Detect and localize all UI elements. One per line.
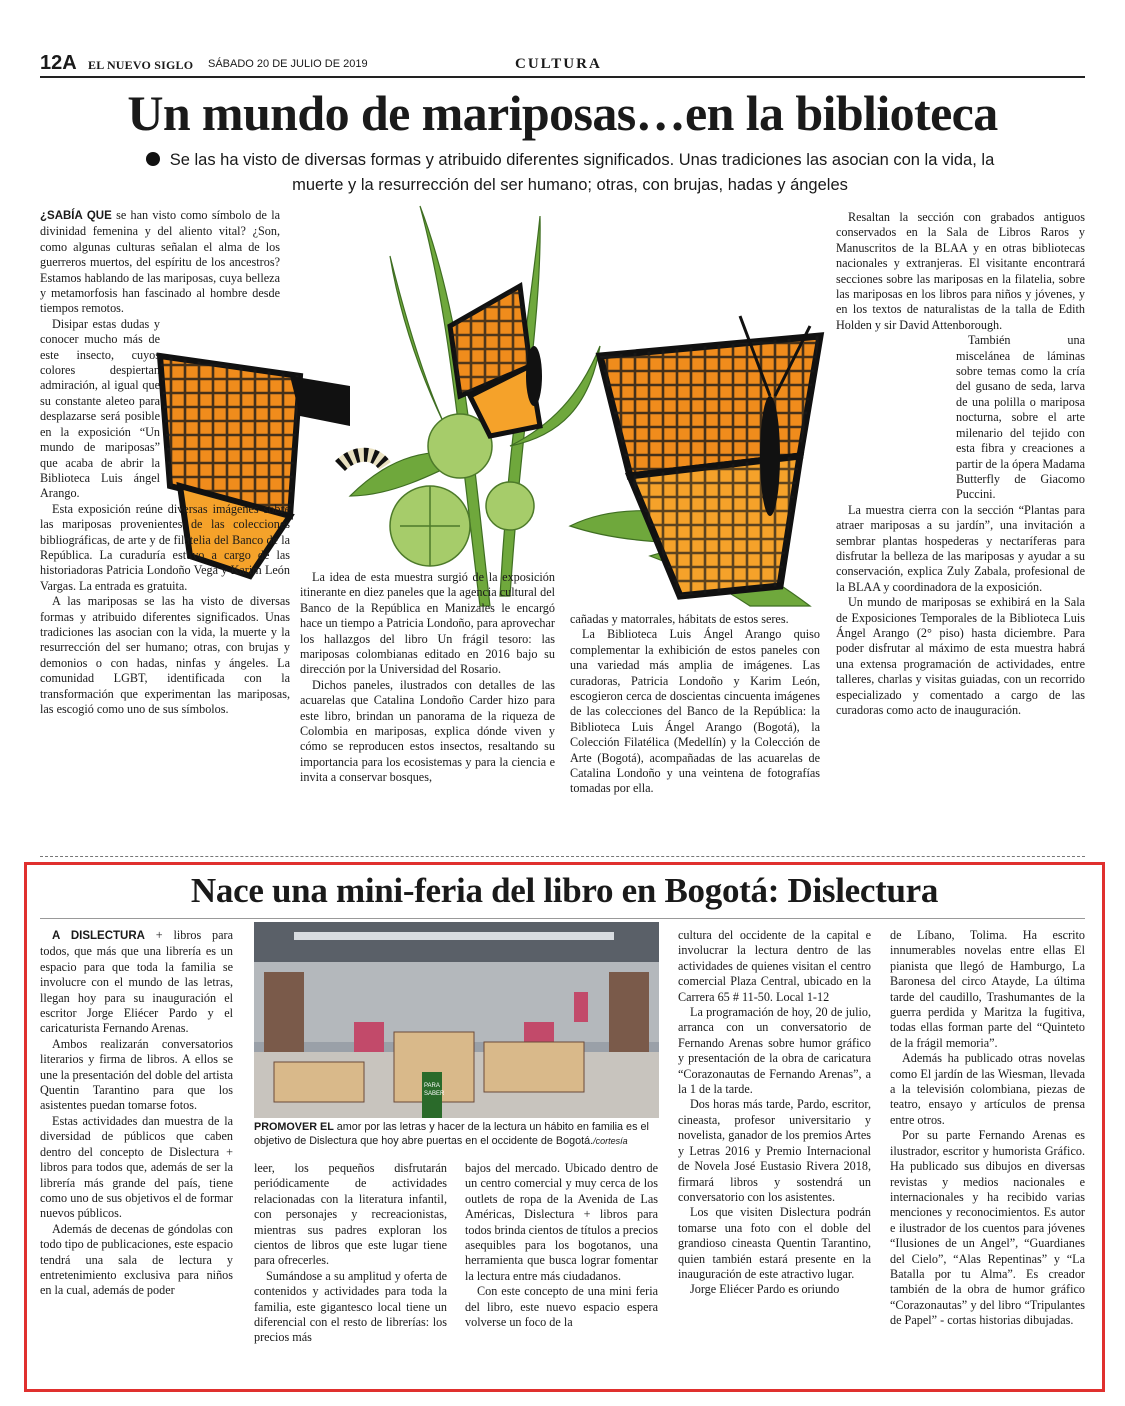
- feature-col1-para: Ambos realizarán conversatorios literarios y firma de libros. A ellos se une la presentación del doble del artista Quentin Tarantino para que los asistentes puedan tomarse fotos.: [40, 1036, 233, 1113]
- feature-col-5: [890, 928, 1085, 1329]
- feature-col1-text: + libros para todos, que más que una librería es un espacio para que toda la familia se involucre con el mundo de las letras, llegan hoy para su inauguración el escritor Jorge Eliécer Pardo y el caricaturista Fernando Arenas.: [40, 928, 233, 1036]
- caption-credit: /cortesía: [593, 1136, 628, 1146]
- main-col1-para: Disipar estas dudas y conocer mucho más de este insecto, cuyos colores despiertan admiración, al igual que su constante aleteo para desplazarse será posible en la exposición “Un mundo de mariposas” que acaba de abrir la Biblioteca Luis ángel Arango.: [40, 316, 160, 501]
- feature-kicker: A DISLECTURA: [52, 930, 145, 942]
- photo-sign: PARA: [424, 1083, 440, 1089]
- caption-text: amor por las letras y hacer de la lectura un hábito en familia es el objetivo de Dislectura que hoy abre puertas en el occidente de Bogotá.: [254, 1121, 649, 1147]
- main-col-2: [300, 570, 555, 786]
- feature-col2-para: leer, los pequeños disfrutarán periódicamente de actividades relacionadas con la literatura infantil, con personajes y recreacionistas, mientras sus padres exploran los cientos de libros que este lugar tiene para ofrecerles.: [254, 1161, 447, 1268]
- feature-col5-para: de Líbano, Tolima. Ha escrito innumerables novelas entre ellas El pianista que llegó de Hamburgo, La Baronesa del circo Atayde, La última tarde del caudillo, Trashumantes de la guerra perdida y Maritza la fugitiva, todas ellas forman parte del “Quinteto de la frágil memoria”.: [890, 928, 1085, 1050]
- feature-col3-para: bajos del mercado. Ubicado dentro de un centro comercial y muy cerca de los outlets de ropa de la Avenida de Las Américas, Dislectura + libros para todos brinda cientos de títulos a precios asequibles para los bogotanos, una herramienta que busca lograr fomentar la lectura entre más ciudadanos.: [465, 1161, 658, 1283]
- page-number: 12A: [40, 52, 77, 74]
- main-col-4: [836, 210, 1085, 718]
- feature-col-1: [40, 928, 233, 1299]
- feature-col4-para: Jorge Eliécer Pardo es oriundo: [690, 1282, 840, 1297]
- section-name: CULTURA: [515, 56, 602, 72]
- issue-date: SÁBADO 20 DE JULIO DE 2019: [208, 58, 368, 70]
- feature-col-2: [254, 1161, 447, 1346]
- feature-col-3: [465, 1161, 658, 1330]
- main-col-3: [570, 612, 820, 797]
- feature-col1-para: Además de decenas de góndolas con todo tipo de publicaciones, este espacio tendrá una sala de lectura y entretenimiento exclusiva para niños en la cual, además de poder: [40, 1221, 233, 1298]
- main-col3-para: La Biblioteca Luis Ángel Arango quiso complementar la exhibición de estos paneles con una variedad más amplia de imágenes. Las curadoras, Patricia Londoño y Karim León, escogieron cerca de doscientas cincuenta imágenes de las colecciones del Banco de la República: la Biblioteca Luis Ángel Arango (Bogotá), la Colección Filatélica (Medellín) y la Colección de Arte (Bogotá), acompañadas de las acuarelas de Catalina Londoño y una veintena de fotografías tomadas por ella.: [570, 627, 820, 796]
- deck-text: Se las ha visto de diversas formas y atribuido diferentes significados. Unas tradiciones las asocian con la vida, la muerte y la resurrección del ser humano; otras, con brujas, hadas y ángeles: [169, 151, 995, 194]
- main-col4-para: Un mundo de mariposas se exhibirá en la Sala de Exposiciones Temporales de la Biblioteca Luis Ángel Arango (2° piso) hasta diciembre. Para poder disfrutar al máximo de esta muestra habrá una extensa programación de actividades, entre talleres, charlas y visitas guiadas, con un recorrido especializado y comentado a cargo de las curadoras como acto de inauguración.: [836, 595, 1085, 717]
- main-col4-para: También una miscelánea de láminas sobre temas como la cría del gusano de seda, larva de una polilla o mariposa nocturna, sobre el arte milenario del tejido con esta fibra y creaciones a partir de la ópera Madama Butterfly de Giacomo Puccini.: [956, 333, 1085, 502]
- feature-col5-para: Por su parte Fernando Arenas es ilustrador, escritor y humorista Gráfico. Ha publicado sus dibujos en diversas revistas y medios nacionales e internacionales y ha recibido varias menciones y reconocimientos. Es autor e ilustrador de los cuentos para jóvenes “Ilusiones de un Angel”, “Guardianes del Cielo”, “Alas Repentinas” y “La Batalla por tu Alma”. Es creador también de la obra de humor gráfico “Corazonautas” y del libro “Tripulantes de Papel” - cortas historias dibujadas.: [890, 1128, 1085, 1328]
- main-headline: Un mundo de mariposas…en la biblioteca: [127, 85, 998, 141]
- feature-col4-para: La programación de hoy, 20 de julio, arranca con un conversatorio de Fernando Arenas sobre humor gráfico y presentación de la obra de caricatura “Corazonautas de Fernando Arenas”, a la 1 de la tarde.: [678, 1005, 871, 1097]
- feature-headline: Nace una mini-feria del libro en Bogotá: Dislectura: [190, 871, 939, 910]
- main-col1-para: A las mariposas se las ha visto de diversas formas y atribuido diferentes significados. Unas tradiciones las asocian con la vida, la muerte y la resurrección del ser humano; otras, con brujas y demonios o con hadas, ninfas y ángeles. La comunidad LGBT, identificada con la transformación que experimentan las mariposas, las escogió como uno de sus símbolos.: [40, 594, 290, 716]
- main-col-1: [40, 208, 290, 717]
- photo-sign: SABER: [424, 1091, 445, 1097]
- main-col4-para: La muestra cierra con la sección “Plantas para atraer mariposas a su jardín”, una invitación a sembrar plantas hospederas y nectaríferas para disfrutar la belleza de las mariposas y ayudar a su conservación, explica Zuly Zabala, profesional de la BLAA y coordinadora de la exposición.: [836, 502, 1085, 594]
- feature-col-4: [678, 928, 871, 1298]
- feature-col5-para: Además ha publicado otras novelas como El jardín de las Wiesman, llevada a la televisión colombiana, piezas de teatro, ensayo y artículos de prensa entre otros.: [890, 1051, 1085, 1127]
- main-col1-para: Esta exposición reúne diversas imágenes sobre las mariposas provenientes de las colecciones bibliográficas, de arte y de filatelia del Banco de la República. La curaduría estuvo a cargo de las historiadoras Patricia Londoño Vega y Karim León Vargas. La entrada es gratuita.: [40, 501, 290, 593]
- main-col1-para: [40, 208, 280, 317]
- bookstore-photo: [254, 922, 659, 1118]
- caption-lead: PROMOVER EL: [254, 1121, 334, 1133]
- newspaper-name: EL NUEVO SIGLO: [88, 58, 194, 72]
- feature-col1-para: [40, 928, 233, 1037]
- main-kicker: ¿SABÍA QUE: [40, 210, 112, 222]
- feature-col2-para: Sumándose a su amplitud y oferta de contenidos y actividades para toda la familia, este gigantesco local tiene un diferencial con el resto de librerías: los precios más: [254, 1268, 447, 1345]
- main-col1-text: se han visto como símbolo de la divinidad femenina y del aliento vital? ¿Son, como algunas culturas señalan el alma de los guerreros muertos, del espíritu de los ancestros? Estamos hablando de las mariposas, cuya belleza y metamorfosis han fascinado al hombre desde tiempos remotos.: [40, 208, 281, 316]
- feature-col4-para: Dos horas más tarde, Pardo, escritor, cineasta, profesor universitario y novelista, ganador de los premios Artes y Letras 2016 y Premio Internacional de Novela José Eustasio Rivera 2018, firmará libros y sostendrá un conversatorio con los asistentes.: [678, 1097, 871, 1204]
- main-col2-para: Dichos paneles, ilustrados con detalles de las acuarelas que Catalina Londoño Carder hizo para este libro, brindan un panorama de la riqueza de Colombia en mariposas, explica dónde viven y cómo se reproducen estos insectos, resaltando su importancia para los ecosistemas y para la ciencia e invita a conservar bosques,: [300, 677, 555, 785]
- page-header: [40, 52, 1085, 78]
- bullet-icon: [146, 152, 160, 166]
- photo-caption: [254, 1120, 660, 1148]
- feature-col3-para: Con este concepto de una mini feria del libro, este nuevo espacio espera volverse un foco de la: [465, 1284, 658, 1330]
- butterfly-right: [600, 316, 820, 596]
- main-col2-para: La idea de esta muestra surgió de la exposición itinerante en diez paneles que la agencia cultural del Banco de la República en Manizales le encargó hace un tiempo a Patricia Londoño, para aprovechar los hallazgos del libro Un frágil tesoro: las mariposas colombianas editado en 2016 bajo su dirección por la Universidad del Rosario.: [300, 570, 555, 677]
- main-col4-para: Resaltan la sección con grabados antiguos conservados en la Sala de Libros Raros y Manuscritos de la BLAA y en otras bibliotecas nacionales y extranjeras. El visitante encontrará secciones sobre las mariposas en la filatelia, sobre las mariposas en los libros para niños y jóvenes, y en los textos de naturalistas de la talla de Edith Holden y sir David Attenborough.: [836, 210, 1085, 332]
- caterpillar: [340, 455, 385, 466]
- feature-title-rule: [40, 918, 1085, 919]
- section-divider: [40, 856, 1085, 857]
- main-deck: [140, 148, 1000, 198]
- feature-col1-para: Estas actividades dan muestra de la diversidad de públicos que caben dentro del concepto de Dislectura + libros para todos que, además de ser la librería más grande del país, tiene como uno de sus objetivos el de formar nuevos públicos.: [40, 1113, 233, 1221]
- feature-col4-para: Los que visiten Dislectura podrán tomarse una foto con el doble del grandioso cineasta Quentin Tarantino, quien también estará presente en la inauguración de este atractivo lugar.: [678, 1205, 871, 1281]
- feature-col4-para: cultura del occidente de la capital e involucrar la lectura dentro de las actividades de quienes visitan el centro comercial Plaza Central, ubicado en la Carrera 65 # 11-50. Local 1-12: [678, 928, 871, 1004]
- main-col3-para: cañadas y matorrales, hábitats de estos seres.: [570, 612, 789, 626]
